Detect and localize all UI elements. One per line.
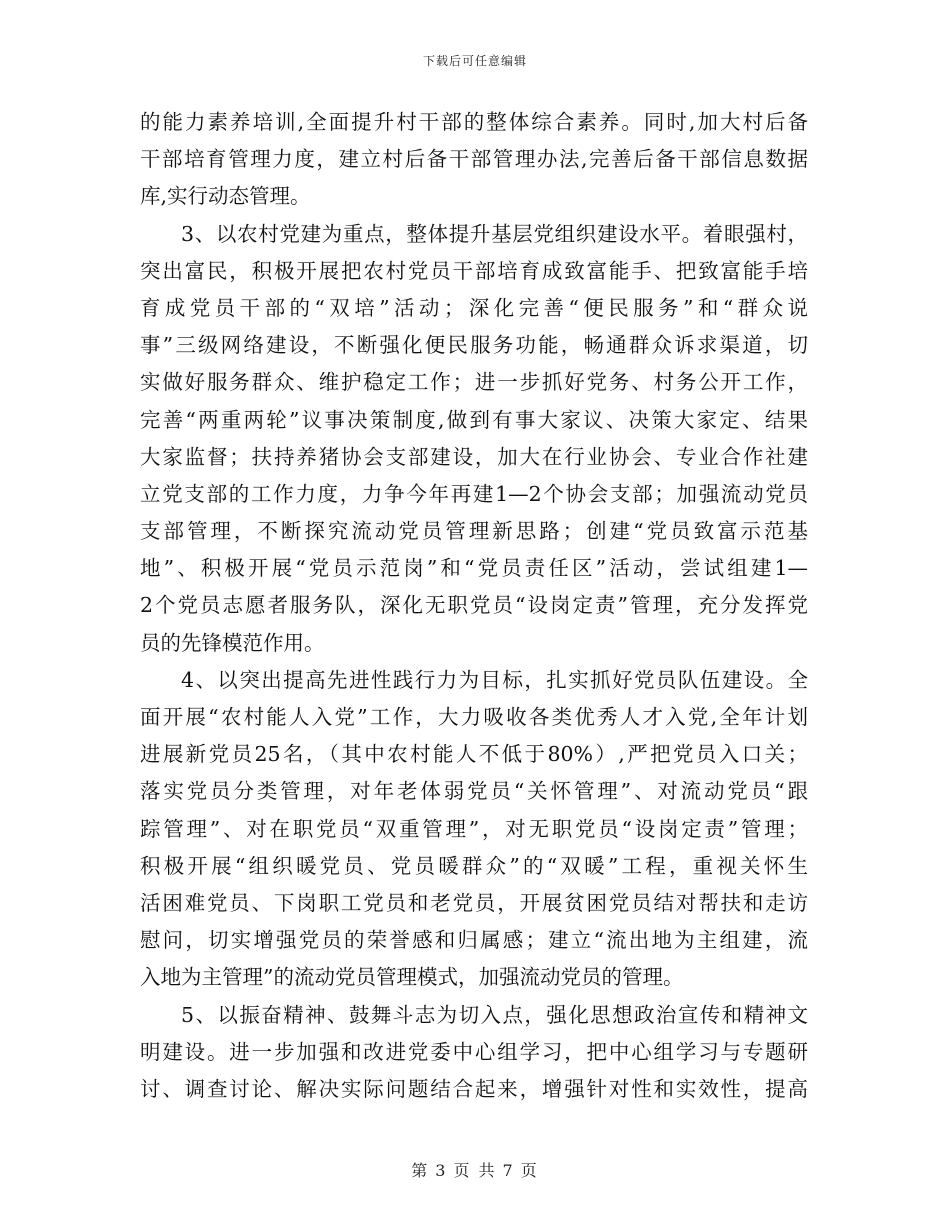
footer-prefix: 第: [411, 1161, 430, 1180]
text-line: 库,实行动态管理。: [140, 184, 311, 209]
text-line: 慰问，切实增强党员的荣誉感和归属感；建立“流出地为主组建，流: [140, 928, 808, 953]
text-line: 3、以农村党建为重点，整体提升基层党组织建设水平。着眼强村，: [181, 221, 808, 246]
text-line: 完善“两重两轮”议事决策制度,做到有事大家议、决策大家定、结果: [140, 407, 808, 432]
footer-suffix: 页: [520, 1161, 539, 1180]
text-line: 4、以突出提高先进性践行力为目标，扎实抓好党员队伍建设。全: [181, 667, 808, 692]
text-line: 明建设。进一步加强和改进党委中心组学习，把中心组学习与专题研: [140, 1039, 808, 1064]
footer-total-pages: 7: [502, 1161, 515, 1180]
text-line: 积极开展“组织暖党员、党员暖群众”的“双暖”工程，重视关怀生: [140, 853, 808, 878]
page-header: 下载后可任意编辑: [422, 54, 527, 68]
text-line: 活困难党员、下岗职工党员和老党员，开展贫困党员结对帮扶和走访: [140, 890, 808, 915]
text-line: 事”三级网络建设，不断强化便民服务功能，畅通群众诉求渠道，切: [140, 333, 808, 358]
text-line: 突出富民，积极开展把农村党员干部培育成致富能手、把致富能手培: [140, 258, 808, 283]
footer-current-page: 3: [435, 1161, 448, 1180]
body-text: [140, 104, 808, 1108]
text-line: 员的先锋模范作用。: [140, 630, 325, 655]
text-line: 2个党员志愿者服务队，深化无职党员“设岗定责”管理，充分发挥党: [140, 593, 808, 618]
page-footer: [0, 1158, 950, 1181]
text-line: 干部培育管理力度，建立村后备干部管理办法,完善后备干部信息数据: [140, 147, 808, 172]
text-line: 进展新党员25名，（其中农村能人不低于80%）,严把党员入口关；: [140, 742, 808, 767]
text-line: 立党支部的工作力度，力争今年再建1—2个协会支部；加强流动党员: [140, 481, 808, 506]
text-line: 落实党员分类管理，对年老体弱党员“关怀管理”、对流动党员“跟: [140, 779, 808, 804]
text-line: 面开展“农村能人入党”工作，大力吸收各类优秀人才入党,全年计划: [140, 705, 808, 729]
text-line: 支部管理，不断探究流动党员管理新思路；创建“党员致富示范基: [140, 519, 808, 544]
text-line: 5、以振奋精神、鼓舞斗志为切入点，强化思想政治宣传和精神文: [181, 1002, 808, 1027]
text-line: 讨、调查讨论、解决实际问题结合起来，增强针对性和实效性，提高: [140, 1076, 808, 1101]
footer-middle: 页 共: [453, 1161, 497, 1180]
text-line: 大家监督；扶持养猪协会支部建设，加大在行业协会、专业合作社建: [140, 444, 808, 469]
text-line: 踪管理”、对在职党员“双重管理”，对无职党员“设岗定责”管理；: [140, 816, 808, 841]
text-line: 实做好服务群众、维护稳定工作；进一步抓好党务、村务公开工作，: [140, 370, 808, 395]
text-line: 育成党员干部的“双培”活动；深化完善“便民服务”和“群众说: [140, 295, 808, 320]
text-line: 的能力素养培训,全面提升村干部的整体综合素养。同时,加大村后备: [140, 110, 808, 134]
text-line: 地”、积极开展“党员示范岗”和“党员责任区”活动，尝试组建1—: [140, 556, 808, 581]
text-line: 入地为主管理”的流动党员管理模式，加强流动党员的管理。: [140, 965, 684, 990]
